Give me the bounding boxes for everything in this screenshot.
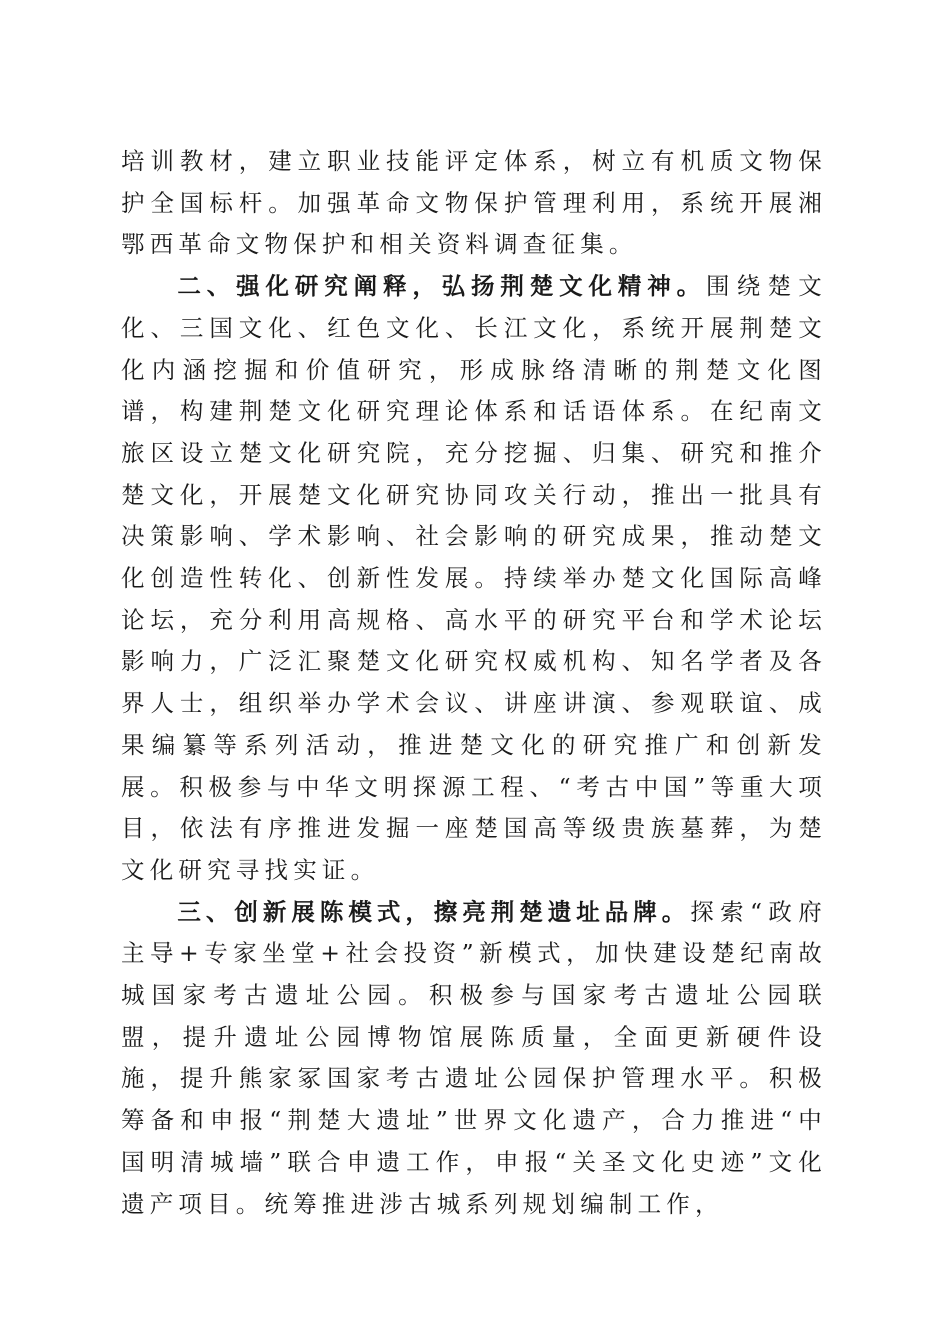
section-2-paragraph	[121, 266, 827, 892]
section-3-paragraph	[121, 892, 827, 1226]
paragraph-continued: 培训教材，建立职业技能评定体系，树立有机质文物保护全国标杆。加强革命文物保护管理利用，系统开展湘鄂西革命文物保护和相关资料调查征集。	[121, 147, 827, 259]
section-3-heading: 三、创新展陈模式，擦亮荆楚遗址品牌。	[177, 897, 691, 926]
document-body	[121, 141, 827, 1225]
section-3-body: 探索“政府主导+专家坐堂+社会投资”新模式，加快建设楚纪南故城国家考古遗址公园。积极参与国家考古遗址公园联盟，提升遗址公园博物馆展陈质量，全面更新硬件设施，提升熊家冢国家考古遗址公园保护管理水平。积极筹备和申报“荆楚大遗址”世界文化遗产，合力推进“中国明清城墙”联合申遗工作，申报“关圣文化史迹”文化遗产项目。统筹推进涉古城系列规划编制工作，	[121, 897, 827, 1218]
section-2-heading: 二、强化研究阐释，弘扬荆楚文化精神。	[177, 272, 706, 301]
section-2-body: 围绕楚文化、三国文化、红色文化、长江文化，系统开展荆楚文化内涵挖掘和价值研究，形成脉络清晰的荆楚文化图谱，构建荆楚文化研究理论体系和话语体系。在纪南文旅区设立楚文化研究院，充分挖掘、归集、研究和推介楚文化，开展楚文化研究协同攻关行动，推出一批具有决策影响、学术影响、社会影响的研究成果，推动楚文化创造性转化、创新性发展。持续举办楚文化国际高峰论坛，充分利用高规格、高水平的研究平台和学术论坛影响力，广泛汇聚楚文化研究权威机构、知名学者及各界人士，组织举办学术会议、讲座讲演、参观联谊、成果编纂等系列活动，推进楚文化的研究推广和创新发展。积极参与中华文明探源工程、“考古中国”等重大项目，依法有序推进发掘一座楚国高等级贵族墓葬，为楚文化研究寻找实证。	[121, 272, 827, 884]
